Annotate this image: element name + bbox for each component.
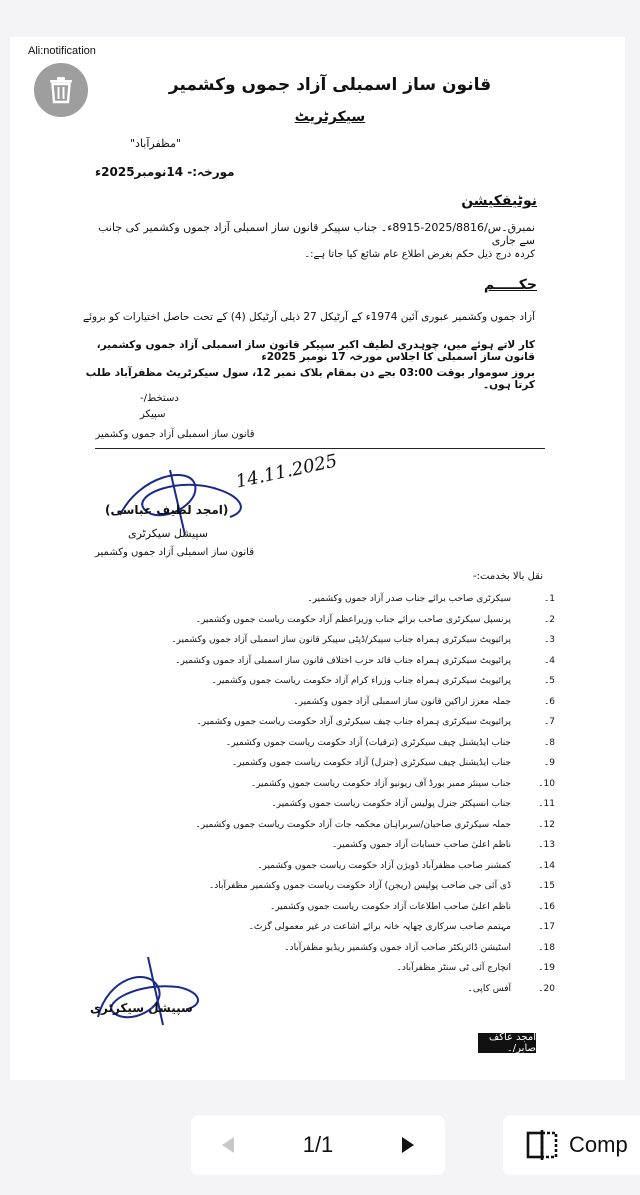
list-item-number: 6۔: [543, 696, 555, 707]
document-page: [10, 37, 625, 1080]
copy-to-heading: نقل بالا بخدمت:-: [473, 571, 543, 582]
list-item-text: جملہ معزز اراکین قانون ساز اسمبلی آزاد جموں وکشمیر۔: [293, 696, 511, 707]
reference-line-2: کردہ درج ذیل حکم بغرض اطلاع عام شائع کیا جاتا ہے:۔: [304, 249, 535, 260]
triangle-left-icon[interactable]: [217, 1134, 239, 1156]
list-item-text: انچارج آئی ٹی سنٹر مظفرآباد۔: [396, 963, 511, 974]
order-body-line-1: آزاد جموں وکشمیر عبوری آئین 1974ء کے آرٹیکل 27 ذیلی آرٹیکل (4) کے تحت حاصل اختیارات کو بروئے: [82, 311, 535, 323]
order-body-line-2: کار لاتے ہوئے میں، چوہدری لطیف اکبر سپیکر قانون ساز اسمبلی آزاد جموں وکشمیر، قانون ساز اسمبلی کا اجلاس مورخہ 17 نومبر 2025ء: [96, 339, 535, 363]
reference-line: نمبرق۔س/2025/8816-8915ء۔ جناب سپیکر قانون ساز اسمبلی آزاد جموں وکشمیر کی جانب سے جاری: [98, 221, 535, 247]
list-item-text: ناظم اعلیٰ صاحب اطلاعات آزاد حکومت ریاست جموں وکشمیر۔: [269, 901, 511, 912]
list-item: [70, 610, 555, 631]
list-item: [70, 671, 555, 692]
order-heading: حکـــــم: [483, 277, 537, 293]
list-item-number: 15۔: [538, 881, 555, 892]
document-header-subtitle: سیکرٹریٹ: [294, 109, 366, 125]
list-item-number: 4۔: [543, 655, 555, 666]
list-item-number: 10۔: [538, 778, 555, 789]
list-item-text: آفس کاپی۔: [467, 983, 511, 994]
delete-button[interactable]: [34, 63, 88, 117]
list-item-text: جناب انسپکٹر جنرل پولیس آزاد حکومت ریاست جموں وکشمیر۔: [271, 799, 511, 810]
list-item: [70, 774, 555, 795]
list-item-text: اسٹیشن ڈائریکٹر صاحب آزاد جموں وکشمیر ریڈیو مظفرآباد۔: [284, 942, 511, 953]
compare-icon: [525, 1129, 559, 1161]
list-item-text: کمشنر صاحب مظفرآباد ڈویژن آزاد حکومت ریاست جموں وکشمیر۔: [257, 860, 511, 871]
list-item: [70, 917, 555, 938]
triangle-right-icon[interactable]: [397, 1134, 419, 1156]
list-item-number: 18۔: [538, 942, 555, 953]
bottom-tag: امجد عاکف صابر/۔: [478, 1033, 536, 1053]
list-item-number: 11۔: [538, 799, 555, 810]
document-date: مورخہ:- 14نومبر2025ء: [95, 165, 235, 179]
list-item-text: ناظم اعلیٰ صاحب حسابات آزاد جموں وکشمیر۔: [332, 840, 511, 851]
list-item-number: 8۔: [543, 737, 555, 748]
list-item-number: 20۔: [538, 983, 555, 994]
list-item-text: پرنسپل سیکرٹری صاحب برائے جناب وزیراعظم آزاد حکومت ریاست جموں وکشمیر۔: [195, 614, 511, 625]
list-item-number: 1۔: [543, 594, 555, 605]
notification-heading: نوٹیفکیشن: [461, 193, 537, 209]
list-item: [70, 753, 555, 774]
list-item: [70, 651, 555, 672]
list-item: [70, 876, 555, 897]
list-item-number: 14۔: [538, 860, 555, 871]
list-item-text: مہتمم صاحب سرکاری چھاپہ خانہ برائے اشاعت در غیر معمولی گزٹ۔: [248, 922, 511, 933]
list-item-text: جناب ایڈیشنل چیف سیکرٹری (جنرل) آزاد حکومت ریاست جموں وکشمیر۔: [231, 758, 511, 769]
list-item-text: پرائیویٹ سیکرٹری ہمراہ جناب وزراء کرام آزاد حکومت ریاست جموں وکشمیر۔: [211, 676, 511, 687]
list-item-number: 9۔: [543, 758, 555, 769]
compare-label: Comp: [569, 1132, 628, 1157]
compare-button[interactable]: [503, 1115, 640, 1175]
list-item: [70, 630, 555, 651]
sign-block-line-2: سپیکر: [140, 409, 166, 420]
list-item-text: سیکرٹری صاحب برائے جناب صدر آزاد جموں وکشمیر۔: [307, 594, 511, 605]
sign-block-line-3: قانون ساز اسمبلی آزاد جموں وکشمیر: [95, 429, 255, 440]
list-item: [70, 692, 555, 713]
document-header-title: قانون ساز اسمبلی آزاد جموں وکشمیر: [168, 75, 492, 95]
list-item: [70, 856, 555, 877]
list-item-number: 12۔: [538, 819, 555, 830]
list-item: [70, 794, 555, 815]
bottom-signature-scribble: [88, 947, 218, 1037]
list-item-number: 3۔: [543, 635, 555, 646]
divider: [95, 448, 545, 449]
list-item-number: 7۔: [543, 717, 555, 728]
list-item: [70, 815, 555, 836]
order-body-line-3: بروز سوموار بوقت 03:00 بجے دن بمقام بلاک نمبر 12، سول سیکرٹریٹ مظفرآباد طلب کرتا ہوں۔: [85, 367, 535, 391]
page-indicator: 1/1: [302, 1132, 334, 1157]
list-item-text: پرائیویٹ سیکرٹری ہمراہ جناب چیف سیکرٹری آزاد حکومت ریاست جموں وکشمیر۔: [196, 717, 511, 728]
page-toolbar: [191, 1115, 445, 1175]
signatory-name: (امجد لطیف عباسی): [105, 503, 229, 517]
bottom-signature-text: سپیشل سیکرٹری: [90, 1001, 193, 1015]
sign-block-line-1: دستخط/-: [140, 393, 179, 404]
notification-label: Ali:notification: [28, 45, 96, 57]
document-city: "مظفرآباد": [130, 137, 182, 150]
list-item-number: 16۔: [538, 901, 555, 912]
list-item-number: 5۔: [543, 676, 555, 687]
list-item-text: جناب ایڈیشنل چیف سیکرٹری (ترقیات) آزاد حکومت ریاست جموں وکشمیر۔: [225, 737, 511, 748]
list-item-number: 2۔: [543, 614, 555, 625]
list-item-text: پرائیویٹ سیکرٹری ہمراہ جناب قائد حزب اختلاف قانون ساز اسمبلی آزاد جموں وکشمیر۔: [175, 655, 511, 666]
list-item: [70, 835, 555, 856]
list-item-number: 13۔: [538, 840, 555, 851]
list-item-text: جملہ سیکرٹری صاحبان/سربراہان محکمہ جات آزاد حکومت ریاست جموں وکشمیر۔: [195, 819, 511, 830]
list-item-text: جناب سینئر ممبر بورڈ آف ریونیو آزاد حکومت ریاست جموں وکشمیر۔: [250, 778, 511, 789]
list-item: [70, 712, 555, 733]
list-item-text: ڈی آئی جی صاحب پولیس (ریجن) آزاد حکومت ریاست جموں وکشمیر مظفرآباد۔: [209, 881, 511, 892]
signatory-org: قانون ساز اسمبلی آزاد جموں وکشمیر: [95, 547, 255, 558]
list-item-number: 19۔: [538, 963, 555, 974]
list-item: [70, 897, 555, 918]
list-item-text: پرائیویٹ سیکرٹری ہمراہ جناب سپیکر/ڈپٹی سپیکر قانون ساز اسمبلی آزاد جموں وکشمیر۔: [171, 635, 511, 646]
list-item-number: 17۔: [538, 922, 555, 933]
signatory-title: سپیشل سیکرٹری: [128, 527, 208, 540]
handwritten-date: 14.11.2025: [233, 450, 340, 493]
copy-to-list: [70, 589, 555, 999]
list-item: [70, 733, 555, 754]
trash-icon: [48, 76, 74, 104]
list-item: [70, 589, 555, 610]
